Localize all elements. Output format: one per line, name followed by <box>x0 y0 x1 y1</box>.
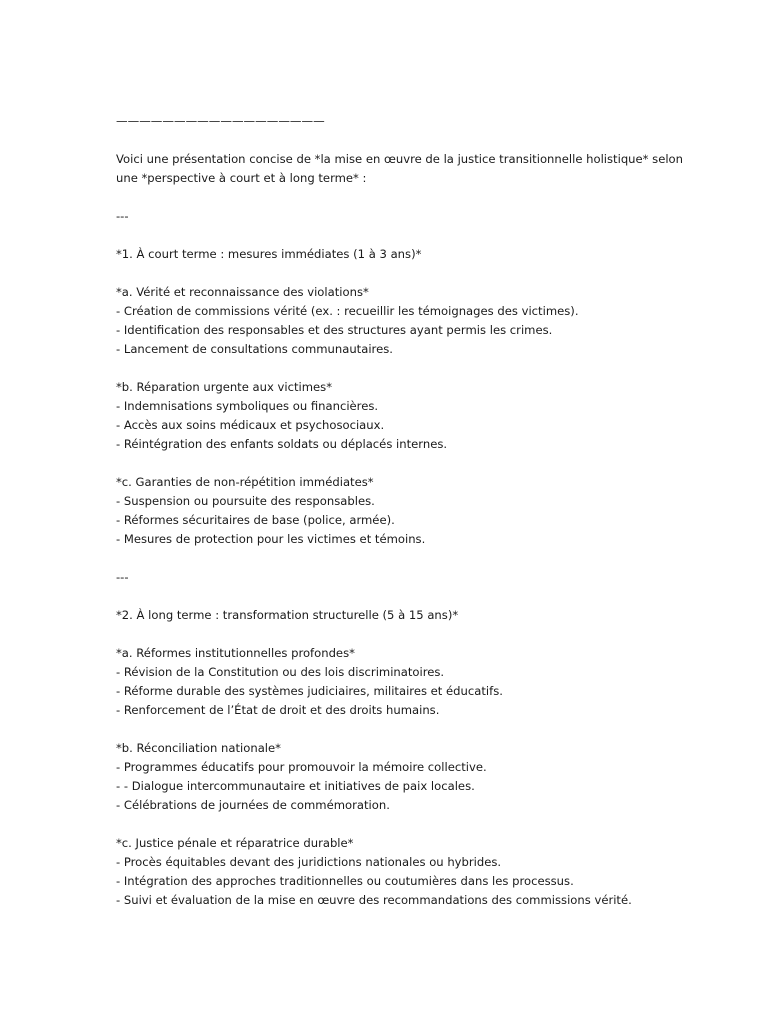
list-item: - Réintégration des enfants soldats ou déplacés internes. <box>116 437 448 451</box>
part2-section-b-title: *b. Réconciliation nationale* <box>116 741 281 755</box>
part2-section-a-title: *a. Réformes institutionnelles profondes* <box>116 646 355 660</box>
separator-2: --- <box>116 570 129 584</box>
list-item: - Réformes sécuritaires de base (police, armée). <box>116 513 395 527</box>
list-item: - Célébrations de journées de commémoration. <box>116 798 390 812</box>
list-item: - Révision de la Constitution ou des lois discriminatoires. <box>116 665 445 679</box>
list-item: - Renforcement de l’État de droit et des droits humains. <box>116 703 440 717</box>
horizontal-rule: —————————————————— <box>116 114 325 128</box>
list-item: - Suspension ou poursuite des responsables. <box>116 494 375 508</box>
part1-section-c-title: *c. Garanties de non-répétition immédiates* <box>116 475 374 489</box>
part2-heading: *2. À long terme : transformation structurelle (5 à 15 ans)* <box>116 608 459 622</box>
list-item: - Création de commissions vérité (ex. : recueillir les témoignages des victimes). <box>116 304 579 318</box>
list-item: - Procès équitables devant des juridictions nationales ou hybrides. <box>116 855 502 869</box>
separator-1: --- <box>116 209 129 223</box>
intro-line-2: une *perspective à court et à long terme* : <box>116 171 367 185</box>
part1-section-b-title: *b. Réparation urgente aux victimes* <box>116 380 333 394</box>
list-item: - Programmes éducatifs pour promouvoir la mémoire collective. <box>116 760 487 774</box>
document-page <box>116 112 716 910</box>
list-item: - - Dialogue intercommunautaire et initiatives de paix locales. <box>116 779 475 793</box>
list-item: - Intégration des approches traditionnelles ou coutumières dans les processus. <box>116 874 574 888</box>
list-item: - Accès aux soins médicaux et psychosociaux. <box>116 418 385 432</box>
intro-line-1: Voici une présentation concise de *la mise en œuvre de la justice transitionnelle holistique* selon <box>116 152 683 166</box>
part1-section-a-title: *a. Vérité et reconnaissance des violations* <box>116 285 369 299</box>
part1-heading: *1. À court terme : mesures immédiates (1 à 3 ans)* <box>116 247 422 261</box>
part2-section-c-title: *c. Justice pénale et réparatrice durable* <box>116 836 354 850</box>
list-item: - Lancement de consultations communautaires. <box>116 342 393 356</box>
list-item: - Identification des responsables et des structures ayant permis les crimes. <box>116 323 553 337</box>
list-item: - Indemnisations symboliques ou financières. <box>116 399 379 413</box>
list-item: - Réforme durable des systèmes judiciaires, militaires et éducatifs. <box>116 684 503 698</box>
list-item: - Mesures de protection pour les victimes et témoins. <box>116 532 426 546</box>
list-item: - Suivi et évaluation de la mise en œuvre des recommandations des commissions vérité. <box>116 893 632 907</box>
